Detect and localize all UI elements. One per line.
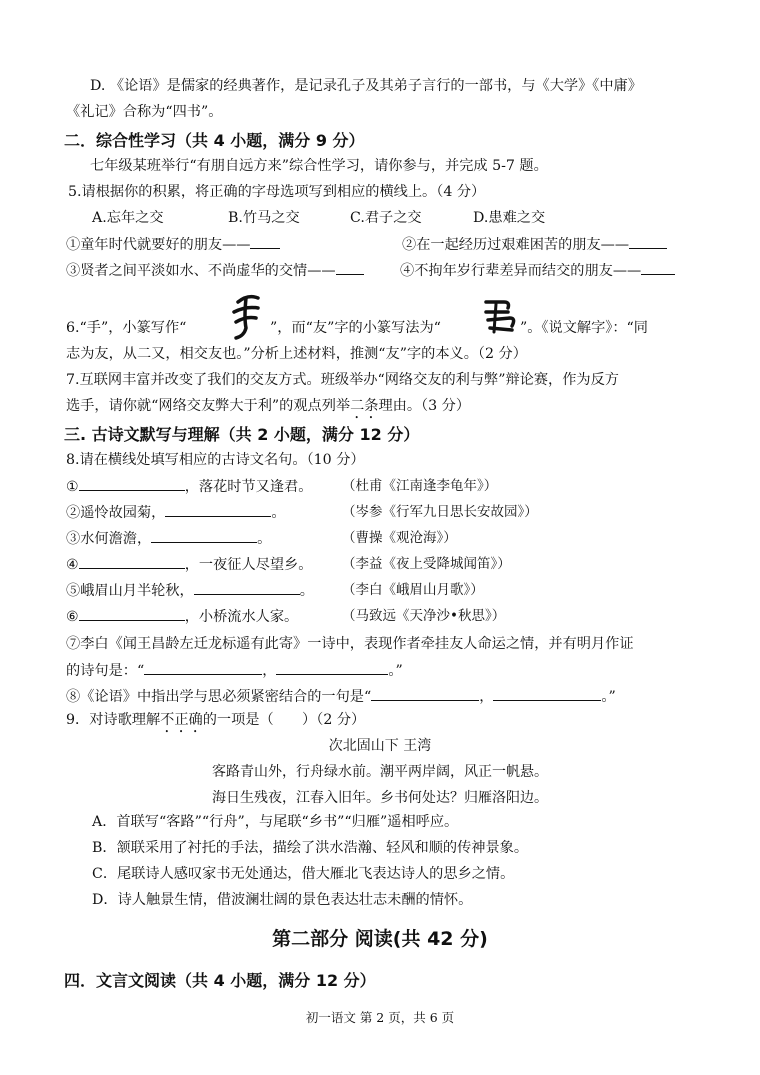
q5-item-1-text: ①童年时代就要好的朋友—— (66, 237, 251, 253)
q5-item-3-text: ③贤者之间平淡如水、不尚虚华的交情—— (66, 263, 336, 279)
q8-line-1 (66, 476, 312, 497)
q9-option-b: B．颔联采用了衬托的手法，描绘了洪水浩瀚、轻风和顺的传神景象。 (92, 840, 529, 856)
q8-line-4-pre: ④ (66, 557, 79, 573)
answer-blank[interactable] (336, 260, 364, 275)
q4-option-d-line1: D. 《论语》是儒家的经典著作，是记录孔子及其弟子言行的一部书，与《大学》《中庸》 (90, 78, 642, 94)
answer-blank[interactable] (144, 660, 262, 675)
q8-item-8-comma: ， (479, 689, 494, 705)
answer-blank[interactable] (165, 502, 271, 517)
answer-blank[interactable] (276, 660, 388, 675)
q7-line2-text: 选手，请你就“网络交友弊大于利”的观点列举 (66, 398, 351, 414)
q8-line-3-source: （曹操《观沧海》） (342, 530, 457, 546)
answer-blank[interactable] (493, 686, 601, 701)
q9-stem-c: 的一项是（ ）（2 分） (202, 712, 366, 728)
page-footer: 初一语文 第 2 页，共 6 页 (305, 1010, 455, 1025)
seal-script-shou-icon (228, 292, 264, 340)
q5-stem: 5.请根据你的积累，将正确的字母选项写到相应的横线上。（4 分） (68, 184, 486, 200)
poem-line-2: 海日生残夜，江春入旧年。乡书何处达？归雁洛阳边。 (212, 790, 548, 806)
q5-item-1 (66, 234, 280, 255)
q7-line2 (66, 396, 470, 422)
q8-item-7-line1: ⑦李白《闻王昌龄左迁龙标遥有此寄》一诗中，表现作者牵挂友人命运之情，并有明月作证 (66, 636, 634, 652)
q8-line-6-source: （马致远《天净沙•秋思》） (342, 608, 506, 624)
q9-option-a: A．首联写“客路”“行舟”，与尾联“乡书”“归雁”遥相呼应。 (92, 814, 459, 830)
answer-blank[interactable] (641, 260, 675, 275)
q8-line-6 (66, 606, 298, 627)
q8-line-1-source: （杜甫《江南逢李龟年》） (342, 478, 498, 494)
q8-line-4-post: ，一夜征人尽望乡。 (184, 557, 313, 573)
answer-blank[interactable] (250, 234, 280, 249)
answer-blank[interactable] (79, 606, 185, 621)
section-3-title: 三. 古诗文默写与理解（共 2 小题，满分 12 分） (64, 425, 420, 444)
q7-emphasis: 二条 (350, 398, 379, 414)
q5-item-3 (66, 260, 364, 281)
q8-line-5-post: 。 (299, 583, 314, 599)
part-2-title: 第二部分 阅读(共 42 分) (272, 928, 488, 950)
q8-item-7-end: 。” (388, 663, 403, 679)
section-4-title: 四．文言文阅读（共 4 小题，满分 12 分） (64, 971, 376, 990)
q5-item-4 (400, 260, 675, 281)
q9-stem-a: 9．对诗歌理解 (66, 712, 161, 728)
q6-line2: 志为友，从二又，相交友也。”分析上述材料，推测“友”字的本义。（2 分） (66, 346, 527, 362)
section-2-title: 二．综合性学习（共 4 小题，满分 9 分） (64, 131, 365, 150)
q5-option-c: C.君子之交 (350, 210, 422, 226)
q9-stem (66, 710, 365, 736)
q5-option-d: D.患难之交 (473, 210, 546, 226)
q9-stem-emphasis: 不正确 (160, 712, 203, 728)
q8-stem: 8.请在横线处填写相应的古诗文名句。（10 分） (66, 452, 365, 468)
q5-option-b: B.竹马之交 (228, 210, 300, 226)
answer-blank[interactable] (79, 554, 185, 569)
q7-line1: 7.互联网丰富并改变了我们的交友方式。班级举办“网络交友的利与弊”辩论赛，作为反方 (66, 372, 619, 388)
q9-option-d: D．诗人触景生情，借波澜壮阔的景色表达壮志未酬的情怀。 (92, 892, 473, 908)
q8-item-7-comma: ， (262, 663, 277, 679)
q4-option-d-line2: 《礼记》合称为“四书”。 (66, 104, 223, 120)
q8-line-1-pre: ① (66, 479, 79, 495)
q5-option-a: A.忘年之交 (92, 210, 164, 226)
q7-line2-end: 理由。（3 分） (378, 398, 471, 414)
poem-title: 次北固山下 王湾 (328, 738, 432, 754)
q5-item-2 (402, 234, 667, 255)
section-2-intro: 七年级某班举行“有朋自远方来”综合性学习，请你参与，并完成 5-7 题。 (90, 158, 548, 174)
q6-part2: ”，而“友”字的小篆写法为“ (270, 320, 441, 336)
answer-blank[interactable] (151, 528, 257, 543)
q5-item-4-text: ④不拘年岁行辈差异而结交的朋友—— (400, 263, 642, 279)
q8-line-1-post: ，落花时节又逢君。 (184, 479, 313, 495)
q5-item-2-text: ②在一起经历过艰难困苦的朋友—— (402, 237, 630, 253)
seal-script-you-icon (482, 296, 520, 336)
q6-part3: ”。《说文解字》：“同 (520, 320, 648, 336)
q9-option-c: C．尾联诗人感叹家书无处通达，借大雁北飞表达诗人的思乡之情。 (92, 866, 515, 882)
q8-line-3 (66, 528, 271, 549)
answer-blank[interactable] (629, 234, 667, 249)
q8-line-6-post: ，小桥流水人家。 (184, 609, 299, 625)
poem-line-1: 客路青山外，行舟绿水前。潮平两岸阔，风正一帆悬。 (212, 764, 548, 780)
answer-blank[interactable] (79, 476, 185, 491)
q8-line-3-pre: ③水何澹澹， (66, 531, 152, 547)
q8-line-2-post: 。 (271, 505, 286, 521)
q8-line-5-pre: ⑤峨眉山月半轮秋， (66, 583, 194, 599)
q8-line-2 (66, 502, 286, 523)
q8-item-7-prefix: 的诗句是：“ (66, 663, 145, 679)
q8-item-8 (66, 686, 616, 707)
q8-line-2-pre: ②遥怜故园菊， (66, 505, 166, 521)
answer-blank[interactable] (371, 686, 479, 701)
q8-line-4 (66, 554, 312, 575)
q8-line-3-post: 。 (257, 531, 272, 547)
q8-item-8-end: 。” (601, 689, 616, 705)
q8-line-4-source: （李益《夜上受降城闻笛》） (342, 556, 511, 572)
q8-item-7-line2 (66, 660, 403, 681)
q8-line-2-source: （岑参《行军九日思长安故园》） (342, 504, 538, 520)
q8-item-8-prefix: ⑧《论语》中指出学与思必须紧密结合的一句是“ (66, 689, 372, 705)
q8-line-5-source: （李白《峨眉山月歌》） (342, 582, 484, 598)
q8-line-5 (66, 580, 314, 601)
answer-blank[interactable] (194, 580, 300, 595)
q8-line-6-pre: ⑥ (66, 609, 79, 625)
q6-part1: 6.“手”，小篆写作“ (66, 320, 187, 336)
